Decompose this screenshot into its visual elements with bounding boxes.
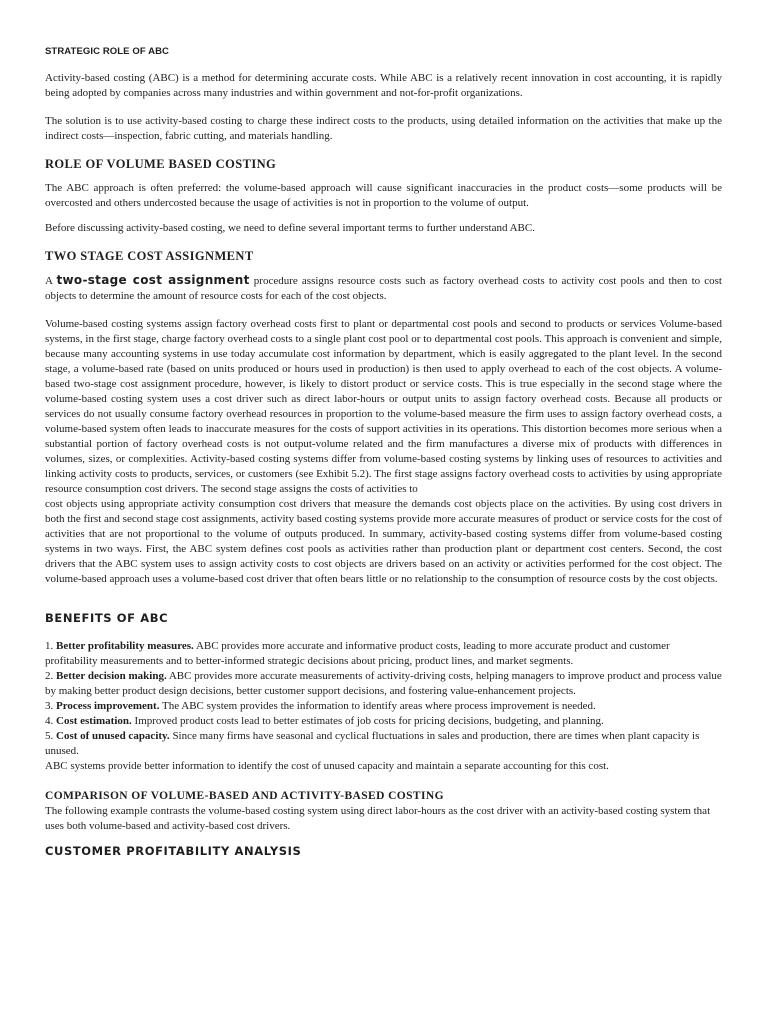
section-heading-customer: CUSTOMER PROFITABILITY ANALYSIS: [45, 844, 302, 858]
section-heading-benefits: BENEFITS OF ABC: [45, 611, 169, 625]
document-page: [45, 44, 722, 859]
section-heading-two-stage: TWO STAGE COST ASSIGNMENT: [45, 249, 254, 263]
two-stage-lead-paragraph: [45, 273, 722, 304]
section-heading-role: ROLE OF VOLUME BASED COSTING: [45, 157, 277, 171]
item-number: 4.: [45, 715, 56, 727]
item-text: ABC provides more accurate and informative product costs, leading to more accurate product and customer profitability measurements and to better-informed strategic decisions about pricing, product lines, and market segments.: [45, 640, 670, 667]
intro-paragraph: Activity-based costing (ABC) is a method for determining accurate costs. While ABC is a relatively recent innovation in cost accounting, it is rapidly being adopted by companies across many industries and within government and not-for-profit organizations.: [45, 72, 722, 99]
role-paragraph: The ABC approach is often preferred: the volume-based approach will cause significant inaccuracies in the product costs—some products will be overcosted and others undercosted because the usage of activities is not in proportion to the volume of output.: [45, 182, 722, 209]
two-stage-long-paragraph: cost objects using appropriate activity consumption cost drivers that measure the demands cost objects place on the activities. By using cost drivers in both the first and second stage cost assignments, activity based costing systems provide more accurate measures of product or service costs for the cost of activities that are not proportional to the volume of outputs produced. In summary, activity-based costing systems differ from volume-based costing systems in two ways. First, the ABC system defines cost pools as activities rather than production plant or department cost centers. Second, the cost drivers that the ABC system uses to assign activity costs to cost objects are drivers based on an activity or activities performed for the cost object. The volume-based approach uses a volume-based cost driver that often bears little or no relationship to the consumption of resource costs by the cost objects.: [45, 498, 722, 585]
item-term: Cost of unused capacity.: [56, 730, 170, 742]
item-number: 1.: [45, 640, 56, 652]
lead-term: two-stage cost assignment: [56, 273, 250, 287]
list-item: [45, 669, 722, 699]
document-title: STRATEGIC ROLE OF ABC: [45, 46, 170, 57]
intro-paragraph: The solution is to use activity-based costing to charge these indirect costs to the products, using detailed information on the activities that make up the indirect costs—inspection, fabric cutting, and materials handling.: [45, 115, 722, 142]
benefits-closing: ABC systems provide better information to identify the cost of unused capacity and maintain a separate accounting for this cost.: [45, 760, 609, 772]
item-text: Improved product costs lead to better estimates of job costs for pricing decisions, budgeting, and planning.: [131, 715, 604, 727]
lead-prefix: A: [45, 275, 57, 287]
item-text: The ABC system provides the information to identify areas where process improvement is needed.: [159, 700, 596, 712]
comparison-paragraph: The following example contrasts the volume-based costing system using direct labor-hours as the cost driver with an activity-based costing system that uses both volume-based and activity-based cost drivers.: [45, 805, 711, 832]
lead-rest: procedure assigns resource costs such as factory overhead costs to activity cost pools and then to cost objects to determine the amount of resource costs for each of the cost objects.: [45, 275, 722, 302]
item-term: Better profitability measures.: [56, 640, 194, 652]
list-item: [45, 714, 722, 729]
item-text: ABC provides more accurate measurements of activity-driving costs, helping managers to improve product and process value by making better product design decisions, better customer support decisions, and fostering value-enhancement projects.: [45, 670, 722, 697]
item-number: 3.: [45, 700, 56, 712]
item-number: 2.: [45, 670, 56, 682]
role-paragraph: Before discussing activity-based costing, we need to define several important terms to further understand ABC.: [45, 222, 535, 234]
list-item: [45, 729, 722, 759]
item-number: 5.: [45, 730, 56, 742]
two-stage-long-paragraph: Volume-based costing systems assign factory overhead costs first to plant or departmental cost pools and second to products or services Volume-based systems, in the first stage, charge factory overhead costs to a single plant cost pool or to departmental cost pools. This approach is convenient and simple, because many accounting systems in use today accumulate cost information by department, which is easily aggregated to the plant level. In the second stage, a volume-based rate (based on units produced or hours used in production) is then used to apply overhead to each of the cost objects. A volume-based two-stage cost assignment procedure, however, is likely to distort product or service costs. This is true especially in the second stage where the volume-based costing system uses a cost driver such as direct labor-hours or output units to assign factory overhead costs. Because all products or services do not usually consume factory overhead resources in proportion to the volume-based measure the firm uses to assign factory overhead costs, a volume-based system often leads to inaccurate measures for the costs of support activities in its operations. This distortion becomes more serious when a substantial portion of factory overhead costs is not output-volume related and the firm manufactures a diverse mix of products with differences in volumes, sizes, or complexities. Activity-based costing systems differ from volume-based costing systems by linking uses of resources to activities and linking activity costs to products, services, or customers (see Exhibit 5.2). The first stage assigns factory overhead costs to activities by using appropriate resource consumption cost drivers. The second stage assigns the costs of activities to: [45, 318, 722, 495]
list-item: [45, 639, 722, 669]
item-term: Process improvement.: [56, 700, 160, 712]
benefits-list: [45, 639, 722, 759]
item-text: Since many firms have seasonal and cyclical fluctuations in sales and production, there are times when plant capacity is unused.: [45, 730, 700, 757]
item-term: Better decision making.: [56, 670, 167, 682]
section-heading-comparison: COMPARISON OF VOLUME-BASED AND ACTIVITY-BASED COSTING: [45, 790, 444, 802]
item-term: Cost estimation.: [56, 715, 132, 727]
list-item: [45, 699, 722, 714]
